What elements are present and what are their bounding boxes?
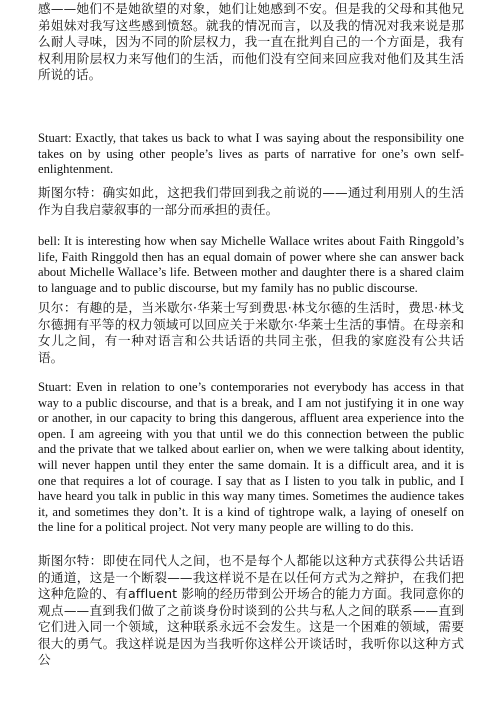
paragraph-zh-bell-wallace: 贝尔：有趣的是，当米歇尔·华莱士写到费思·林戈尔德的生活时，费思·林戈尔德拥有平等的权力领域可以回应关于米歇尔·华莱士生活的事情。在母亲和女儿之间，有一种对语言和公共话语的共同主张，但我的家庭没有公共话语。 bbox=[38, 300, 464, 365]
paragraph-zh-stuart-responsibility: 斯图尔特：确实如此，这把我们带回到我之前说的——通过利用别人的生活作为自我启蒙叙事的一部分而承担的责任。 bbox=[38, 185, 464, 217]
paragraph-en-stuart-public-discourse: Stuart: Even in relation to one’s contemporaries not everybody has access in that way to a public discourse, and that is a break, and I am not justifying it in one way or another, in our capacity to bring this dangerous, affluent area experience into the open. I am agreeing with you that until we do this connection between the public and the private that we talked about earlier on, when we were talking about identity, will never happen until they enter the same domain. It is a difficult area, and it is one that requires a lot of courage. I say that as I listen to you talk in public, and I have heard you talk in public in this way many times. Sometimes the audience takes it, and sometimes they don’t. It is a kind of tightrope walk, a laying of oneself on the line for a political project. Not very many people are willing to do this. bbox=[38, 380, 464, 535]
paragraph-zh-stuart-public-discourse: 斯图尔特：即使在同代人之间，也不是每个人都能以这种方式获得公共话语的通道，这是一个断裂——我这样说不是在以任何方式为之辩护，在我们把这种危险的、有affluent 影响的经历带到公开场合的能力方面。我同意你的观点——直到我们做了之前谈身份时谈到的公共与私人之间的联系——直到它们进入同一个领域，这种联系永远不会发生。这是一个困难的领域，需要很大的勇气。我这样说是因为当我听你这样公开谈话时，我听你以这种方式公 bbox=[38, 553, 464, 667]
paragraph-en-stuart-responsibility: Stuart: Exactly, that takes us back to what I was saying about the responsibility one takes on by using other people’s lives as parts of narrative for one’s own self-enlightenment. bbox=[38, 131, 464, 177]
paragraph-en-bell-wallace: bell: It is interesting how when say Michelle Wallace writes about Faith Ringgold’s life, Faith Ringgold then has an equal domain of power where she can answer back about Michelle Wallace’s life. Between mother and daughter there is a shared claim to language and to public discourse, but my family has no public discourse. bbox=[38, 234, 464, 295]
paragraph-zh-family-power: 感——她们不是她欲望的对象，她们让她感到不安。但是我的父母和其他兄弟姐妹对我写这些感到愤怒。就我的情况而言，以及我的情况对我来说是那么耐人寻味，因为不同的阶层权力，我一直在批判自己的一个方面是，我有权利用阶层权力来写他们的生活，而他们没有空间来回应我对他们及其生活所说的话。 bbox=[38, 1, 464, 82]
